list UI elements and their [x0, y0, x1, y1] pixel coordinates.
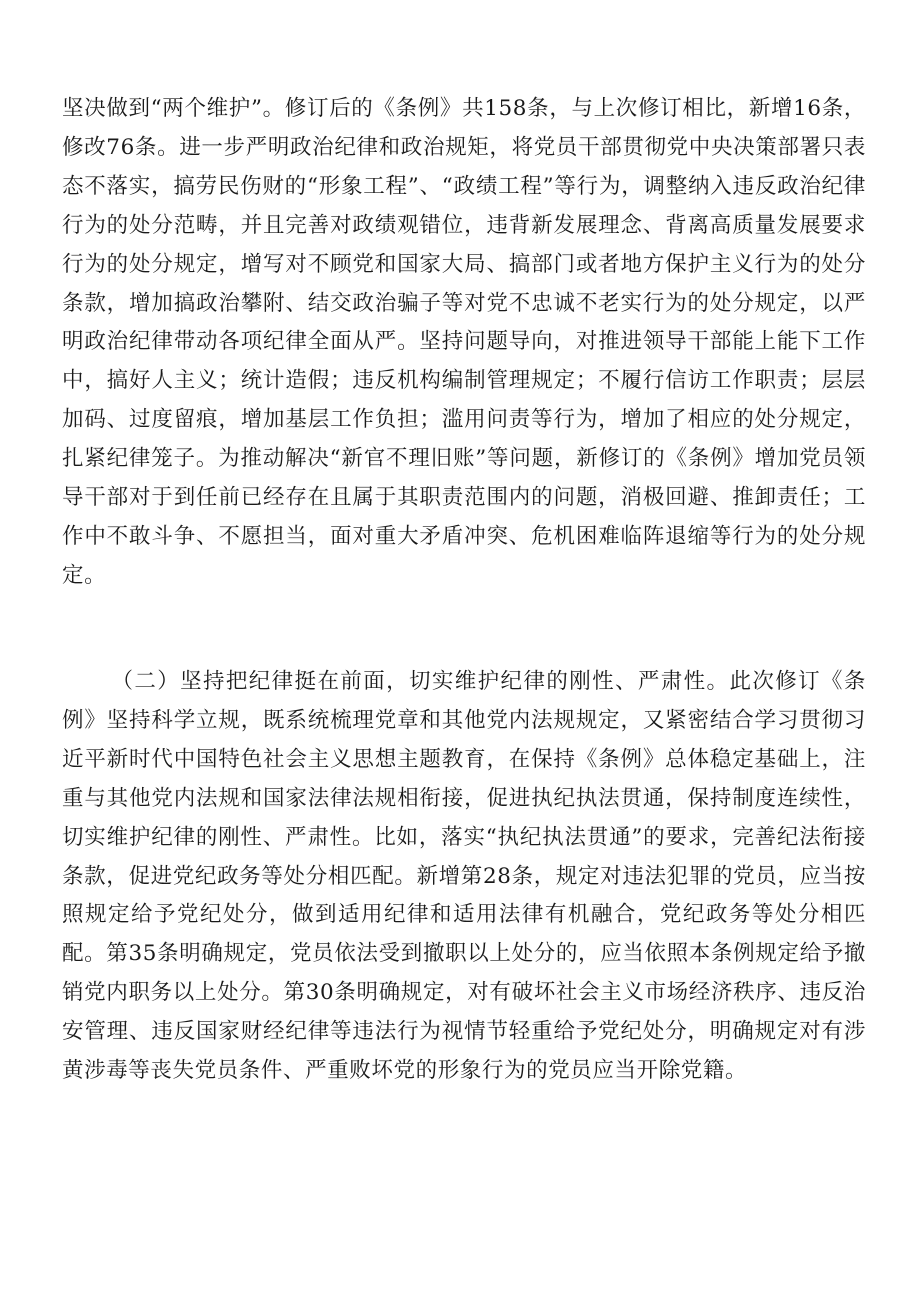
- paragraph-1: 坚决做到“两个维护”。修订后的《条例》共158条，与上次修订相比，新增16条，修改76条。进一步严明政治纪律和政治规矩，将党员干部贯彻党中央决策部署只表态不落实，搞劳民伤财的“形象工程”、“政绩工程”等行为，调整纳入违反政治纪律行为的处分范畴，并且完善对政绩观错位，违背新发展理念、背离高质量发展要求行为的处分规定，增写对不顾党和国家大局、搞部门或者地方保护主义行为的处分条款，增加搞政治攀附、结交政治骗子等对党不忠诚不老实行为的处分规定，以严明政治纪律带动各项纪律全面从严。坚持问题导向，对推进领导干部能上能下工作中，搞好人主义；统计造假；违反机构编制管理规定；不履行信访工作职责；层层加码、过度留痕，增加基层工作负担；滥用问责等行为，增加了相应的处分规定，扎紧纪律笼子。为推动解决“新官不理旧账”等问题，新修订的《条例》增加党员领导干部对于到任前已经存在且属于其职责范围内的问题，消极回避、推卸责任；工作中不敢斗争、不愿担当，面对重大矛盾冲突、危机困难临阵退缩等行为的处分规定。: [62, 96, 866, 588]
- paragraph-1-block: [62, 90, 866, 596]
- paragraph-2-block: [62, 663, 866, 1091]
- paragraph-2: （二）坚持把纪律挺在前面，切实维护纪律的刚性、严肃性。此次修订《条例》坚持科学立规，既系统梳理党章和其他党内法规规定，又紧密结合学习贯彻习近平新时代中国特色社会主义思想主题教育，在保持《条例》总体稳定基础上，注重与其他党内法规和国家法律法规相衔接，促进执纪执法贯通，保持制度连续性，切实维护纪律的刚性、严肃性。比如，落实“执纪执法贯通”的要求，完善纪法衔接条款，促进党纪政务等处分相匹配。新增第28条，规定对违法犯罪的党员，应当按照规定给予党纪处分，做到适用纪律和适用法律有机融合，党纪政务等处分相匹配。第35条明确规定，党员依法受到撤职以上处分的，应当依照本条例规定给予撤销党内职务以上处分。第30条明确规定，对有破坏社会主义市场经济秩序、违反治安管理、违反国家财经纪律等违法行为视情节轻重给予党纪处分，明确规定对有涉黄涉毒等丧失党员条件、严重败坏党的形象行为的党员应当开除党籍。: [62, 669, 866, 1084]
